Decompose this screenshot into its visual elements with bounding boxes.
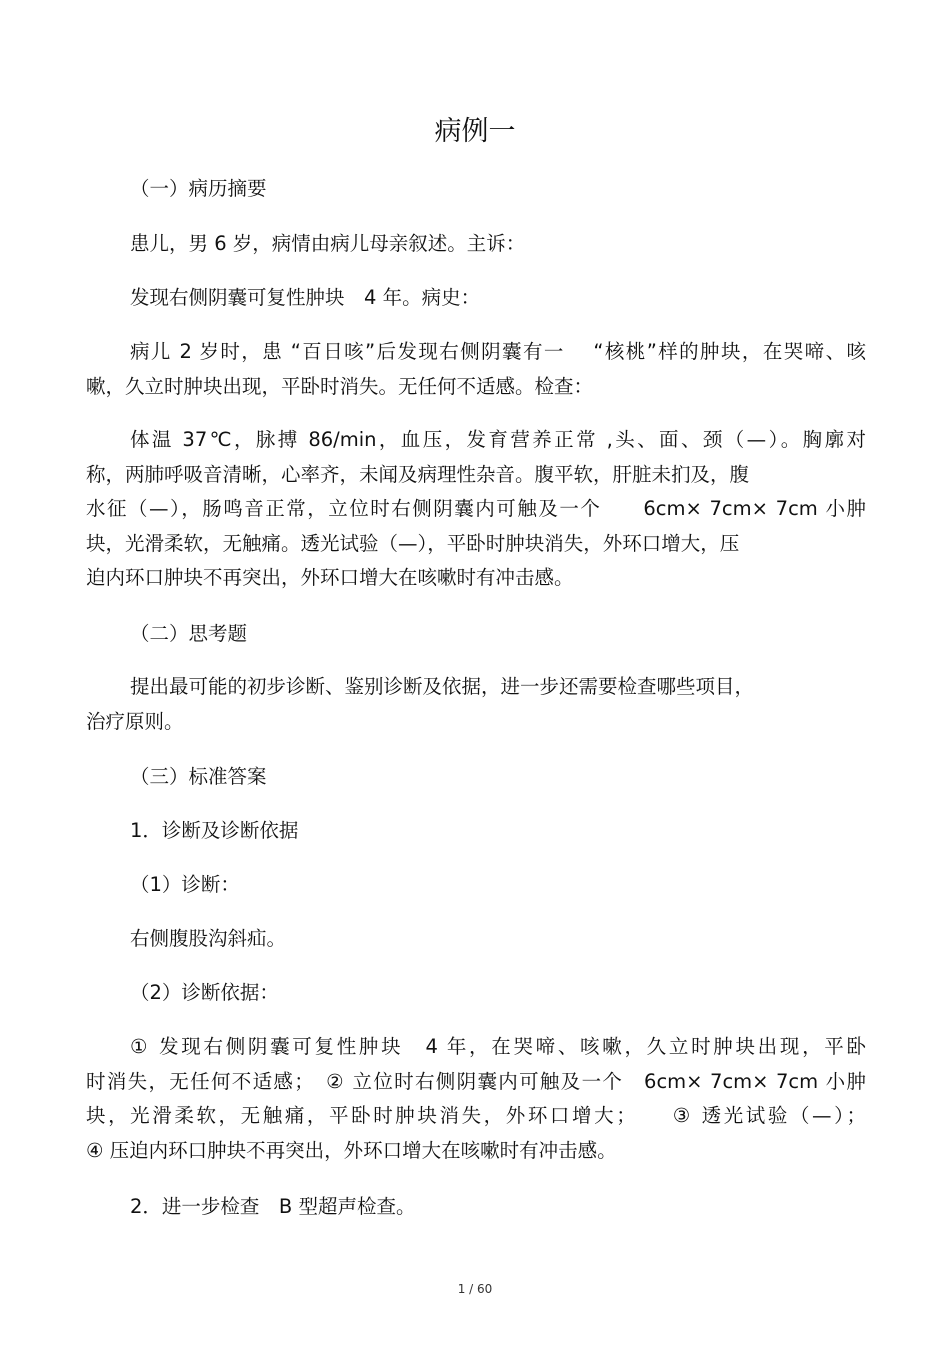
history-line-2: 嗽，久立时肿块出现，平卧时消失。无任何不适感。检查： [86,375,594,398]
answer-item-1-heading: 1．诊断及诊断依据 [130,819,299,842]
section-heading-case-summary: （一）病历摘要 [130,177,267,200]
paragraph-chief-complaint: 发现右侧阴囊可复性肿块 4 年。病史： [130,286,481,309]
answer-diagnosis-text: 右侧腹股沟斜疝。 [130,927,287,950]
question-line-1: 提出最可能的初步诊断、鉴别诊断及依据，进一步还需要检查哪些项目， [130,675,755,698]
section-heading-questions: （二）思考题 [130,622,248,645]
page-title: 病例一 [434,116,516,147]
exam-line-2: 称，两肺呼吸音清晰，心率齐，未闻及病理性杂音。腹平软，肝脏未扪及，腹 [86,463,750,486]
basis-line-1: ① 发现右侧阴囊可复性肿块 4 年，在哭啼、咳嗽，久立时肿块出现，平卧 [130,1035,866,1058]
exam-line-4: 块，光滑柔软，无触痛。透光试验（—），平卧时肿块消失，外环口增大，压 [86,532,740,555]
exam-line-1: 体温 37℃，脉搏 86/min，血压，发育营养正常 ,头、面、颈（—）。胸廓对 [130,428,866,451]
history-line-1: 病儿 2 岁时，患 “百日咳”后发现右侧阴囊有一 “核桃”样的肿块，在哭啼、咳 [130,340,866,363]
basis-line-3: 块，光滑柔软，无触痛，平卧时肿块消失，外环口增大； ③ 透光试验（—）； [86,1104,866,1127]
section-heading-answer: （三）标准答案 [130,765,267,788]
answer-diagnosis-heading: （1）诊断： [130,873,240,896]
answer-basis-heading: （2）诊断依据： [130,981,279,1004]
basis-line-4: ④ 压迫内环口肿块不再突出，外环口增大在咳嗽时有冲击感。 [86,1139,617,1162]
question-line-2: 治疗原则。 [86,710,184,733]
exam-line-3: 水征（—），肠鸣音正常，立位时右侧阴囊内可触及一个 6cm× 7cm× 7cm 小肿 [86,497,866,520]
basis-line-2: 时消失，无任何不适感； ② 立位时右侧阴囊内可触及一个 6cm× 7cm× 7cm 小肿 [86,1070,866,1093]
paragraph-patient-info: 患儿，男 6 岁，病情由病儿母亲叙述。主诉： [130,232,526,255]
page-number: 1 / 60 [457,1282,493,1296]
answer-item-2-heading: 2．进一步检查 B 型超声检查。 [130,1195,416,1218]
exam-line-5: 迫内环口肿块不再突出，外环口增大在咳嗽时有冲击感。 [86,566,574,589]
